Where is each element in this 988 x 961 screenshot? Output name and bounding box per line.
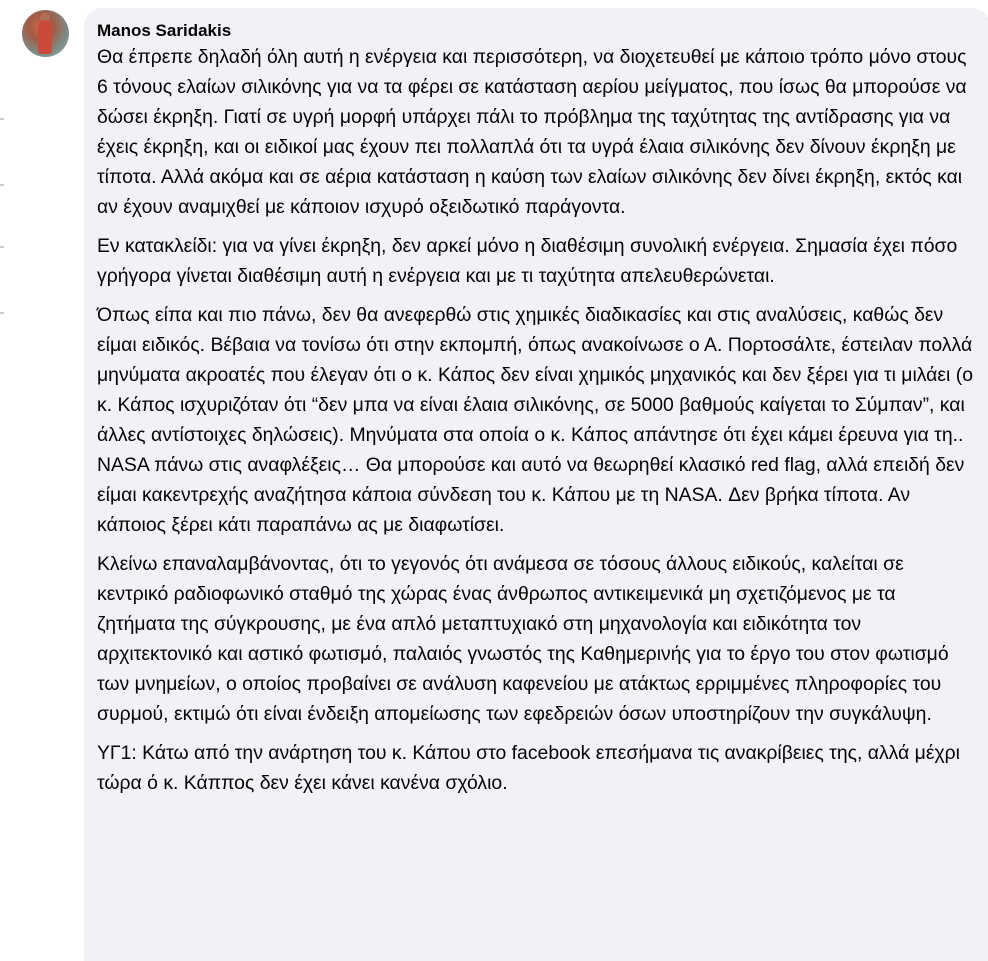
avatar-figure-shape [38,20,52,54]
comment-paragraph: Κλείνω επαναλαμβάνοντας, ότι το γεγονός ότι ανάμεσα σε τόσους άλλους ειδικούς, καλείται σε κεντρικό ραδιοφωνικό σταθμό της χώρας ένας άνθρωπος αντικειμενικά μη σχετιζόμενος με τα ζητήματα της σύγκρουσης, με ένα απλό μεταπτυχιακό στη μηχανολογία και ειδικότητα τον αρχιτεκτονικό και αστικό φωτισμό, παλαιός γνωστός της Καθημερινής για το έργο του στον φωτισμό των μνημείων, ο οποίος προβαίνει σε ανάλυση καφενείου με ατάκτως ερριμμένες πληροφορίες του συρμού, εκτιμώ ότι είναι ένδειξη απομείωσης των εφεδρειών όσων υποστηρίζουν την συγκάλυψη. [97,553,949,725]
left-edge-fragment [0,0,6,961]
comment-paragraph: ΥΓ1: Κάτω από την ανάρτηση του κ. Κάπου στο facebook επεσήμανα τις ανακρίβειες της, αλλά μέχρι τώρα ό κ. Κάππος δεν έχει κάνει κανένα σχόλιο. [97,742,960,794]
comment-paragraph: Θα έπρεπε δηλαδή όλη αυτή η ενέργεια και περισσότερη, να διοχετευθεί με κάποιο τρόπο μόνο στους 6 τόνους ελαίων σιλικόνης για να τα φέρει σε κατάσταση αερίου μείγματος, που ίσως θα μπορούσε να δώσει έκρηξη. Γιατί σε υγρή μορφή υπάρχει πάλι το πρόβλημα της ταχύτητας της αντίδρασης για να έχεις έκρηξη, και οι ειδικοί μας έχουν πει πολλαπλά ότι τα υγρά έλαια σιλικόνης δεν δίνουν έκρηξη με τίποτα. Αλλά ακόμα και σε αέρια κατάσταση η καύση των ελαίων σιλικόνης δεν δίνει έκρηξη, εκτός και αν έχουν αναμιχθεί με κάποιον ισχυρό οξειδωτικό παράγοντα. [97,46,967,218]
comment-body [97,42,978,798]
comment-author-name[interactable]: Manos Saridakis [97,21,232,40]
comment-paragraph: Εν κατακλείδι: για να γίνει έκρηξη, δεν αρκεί μόνο η διαθέσιμη συνολική ενέργεια. Σημασία έχει πόσο γρήγορα γίνεται διαθέσιμη αυτή η ενέργεια και με τι ταχύτητα απελευθερώνεται. [97,235,958,287]
edge-mark [0,184,4,186]
avatar[interactable] [22,10,69,57]
comment-bubble [84,8,988,961]
comment-paragraph: Όπως είπα και πιο πάνω, δεν θα ανεφερθώ στις χημικές διαδικασίες και στις αναλύσεις, καθώς δεν είμαι ειδικός. Βέβαια να τονίσω ότι στην εκπομπή, όπως ανακοίνωσε ο Α. Πορτοσάλτε, έστειλαν πολλά μηνύματα ακροατές που έλεγαν ότι ο κ. Κάπος δεν είναι χημικός μηχανικός και δεν ξέρει για τι μιλάει (ο κ. Κάπος ισχυριζόταν ότι “δεν μπα να είναι έλαια σιλικόνης, σε 5000 βαθμούς καίγεται το Σύμπαν”, και άλλες αντίστοιχες δηλώσεις). Μηνύματα στα οποία ο κ. Κάπος απάντησε ότι έχει κάμει έρευνα για τη.. NASA πάνω στις αναφλέξεις… Θα μπορούσε και αυτό να θεωρηθεί κλασικό red flag, αλλά επειδή δεν είμαι κακεντρεχής αναζήτησα κάποια σύνδεση του κ. Κάπου με τη NASA. Δεν βρήκα τίποτα. Αν κάποιος ξέρει κάτι παραπάνω ας με διαφωτίσει. [97,304,973,536]
edge-mark [0,246,4,248]
edge-mark [0,312,4,314]
edge-mark [0,118,4,120]
